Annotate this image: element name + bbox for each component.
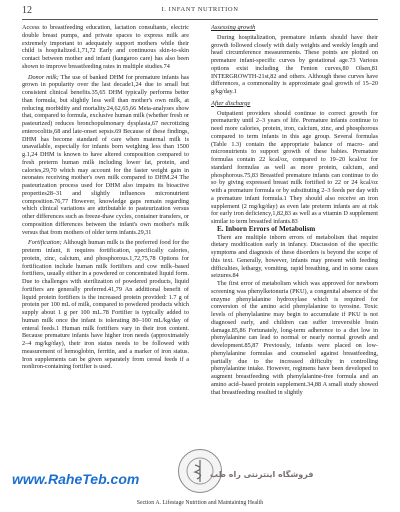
donor-milk-body: The use of banked DHM for premature infants has grown in popularity over the last decade1,24 due to small but consistent clinical benefits.35,65 DHM typically performs better than formula, but slightly less well than mother's own milk, at reducing morbidity and mortality.24,62,65,66 Meta-analyses show that, compared to formula, exclusive human milk (whether fresh or pasteurized) reduces bronchopulmonary dysplasia,67 necrotizing enterocolitis,68 and late-onset sepsis.69 Because of these findings, DHM has become standard of care when maternal milk is unavailable, especially for infants born weighing less than 1500 g.1,24 DHM is known to have altered composition compared to fresh preterm human milk including lower fat, protein, and calories,29,70 which may account for the faster weight gain in neonates receiving mother's own milk compared to DHM.24 The pasteurization process used for DHM also impairs its bioactive properties28–31 and slightly influences micronutrient composition.76,77 However, knowledge gaps remain regarding which clinical variations are attributable to pasteurization versus other differences such as freeze-thaw cycles, container transfers, or composition differences between the infant's own mother's milk versus that from mothers of older term infants.29,31 xyxy=(22,73,189,236)
right-column xyxy=(211,24,378,396)
fortification-paragraph xyxy=(22,239,189,371)
watermark-url: www.RaheTeb.com xyxy=(12,471,140,487)
inborn-errors-paragraph-1: There are multiple inborn errors of metabolism that require dietary modification early in infancy. Discussion of the specific symptoms and diagnosis of these disorders is beyond the scope of this text. Generally, however, infants may present with feeding difficulties, lethargy, vomiting, rapid breathing, and in some cases seizures.84 xyxy=(211,233,378,280)
assessing-growth-heading: Assessing growth xyxy=(211,24,256,31)
after-discharge-paragraph: Outpatient providers should continue to correct growth for prematurity until 2–3 years of life. Premature infants continue to need more calories, protein, iron, calcium, zinc, and phosphorous compared to term infants in this age group. Several formulas (Table 1.3) contain the appropriate balance of macro- and micronutrients to support growth of these babies. Premature formulas contain 22 kcal/oz, compared to 19–20 kcal/oz for standard formulas as well as more protein, calcium, and phosphorous.75,83 Breastfed premature infants can continue to do so by giving expressed breast milk fortified to 22 or 24 kcal/oz with a premature formula or by substituting 2–3 feeds per day with a premature infant formula.1 They should also receive an iron supplement (2 mg/kg/day) as even late preterm infants are at risk for early iron deficiency,1,82,83 as well as a vitamin D supplement similar to term breastfed infants.83 xyxy=(211,109,378,225)
assessing-growth-paragraph: During hospitalization, premature infants should have their growth followed closely with daily weights and weekly length and head circumference measurements. These points are plotted on premature infant-specific curves by gestational age.73 Various options exist including the Fenton curves,80 Olsen,81 INTERGROWTH-21st,82 and others. Although these curves have differences, a commonality is approximate goal growth of 15–20 g/kg/day.1 xyxy=(211,33,378,95)
page-number: 12 xyxy=(22,5,32,16)
left-column xyxy=(22,24,189,371)
inborn-errors-paragraph-2: The first error of metabolism which was approved for newborn screening was phenylketonuria (PKU), a congenital absence of the enzyme phenylalanine hydroxylase which is required for conversion of the amino acid phenylalanine to tyrosine. Toxic levels of phenylalanine may begin to accumulate if PKU is not diagnosed early, and children can suffer irreversible brain damage.85,86 Fortunately, long-term adherence to a diet low in phenylalanine can lead to normal or nearly normal growth and development.85,87 Previously, infants were placed on low-phenylalanine formulas and counseled against breastfeeding, partially due to the increased difficulty in controlling phenylalanine intake. However, regimens have been developed to augment breastfeeding with phenylalanine-free formula and an amino acid–based protein supplement.34,88 A small study showed that breastfeeding resulted in slightly xyxy=(211,280,378,396)
fortification-heading: Fortification; xyxy=(28,239,62,247)
section-title: E. Inborn Errors of Metabolism xyxy=(217,224,316,233)
left-paragraph-1: Access to breastfeeding education, lactation consultants, electric double breast pumps, and private spaces to express milk are extremely important to adequately support mothers while their child is hospitalized.1,71,72 Early and continuous skin-to-skin contact between mother and infant (kangaroo care) has also been shown to improve breastfeeding rates in multiple studies.74 xyxy=(22,24,189,70)
donor-milk-heading: Donor milk; xyxy=(28,73,59,81)
header-rule xyxy=(22,19,378,20)
watermark-shop-text: فروشگاه اینترنتی راه طب xyxy=(210,470,314,479)
fortification-body: Although human milk is the preferred food for the preterm infant, it requires fortification, specifically calories, protein, zinc, calcium, and phosphorous.1,72,75,78 Options for fortification include human milk fortifiers and cow milk–based fortifiers, usually either in a powdered or concentrated liquid form. Due to challenges with sterilization of powdered products, liquid fortifiers are generally preferred.41,79 An additional benefit of liquid protein fortifiers is the increased protein provided: 1.7 g of protein per 100 mL of milk, compared to powdered products which supply about 1 g per 100 mL.78 Fortifier is typically added to human milk once the infant is tolerating 80–100 mL/kg/day of enteral feeds.1 Human milk fortifiers vary in their iron content. Because premature infants have higher iron needs (approximately 2–4 mg/kg/day), their iron status needs to be followed with measurement of hemoglobin, ferritin, and a marker of iron status. Iron supplements can be given separately from cereal feeds if a nonliron-containing fortifier is used. xyxy=(22,239,189,371)
after-discharge-heading: After discharge xyxy=(211,99,251,107)
page-header xyxy=(22,5,378,19)
page-footer: Section A. Lifestage Nutrition and Maintaining Health xyxy=(136,500,264,506)
donor-milk-paragraph xyxy=(22,74,189,237)
running-title: I. INFANT NUTRITION xyxy=(161,6,239,13)
